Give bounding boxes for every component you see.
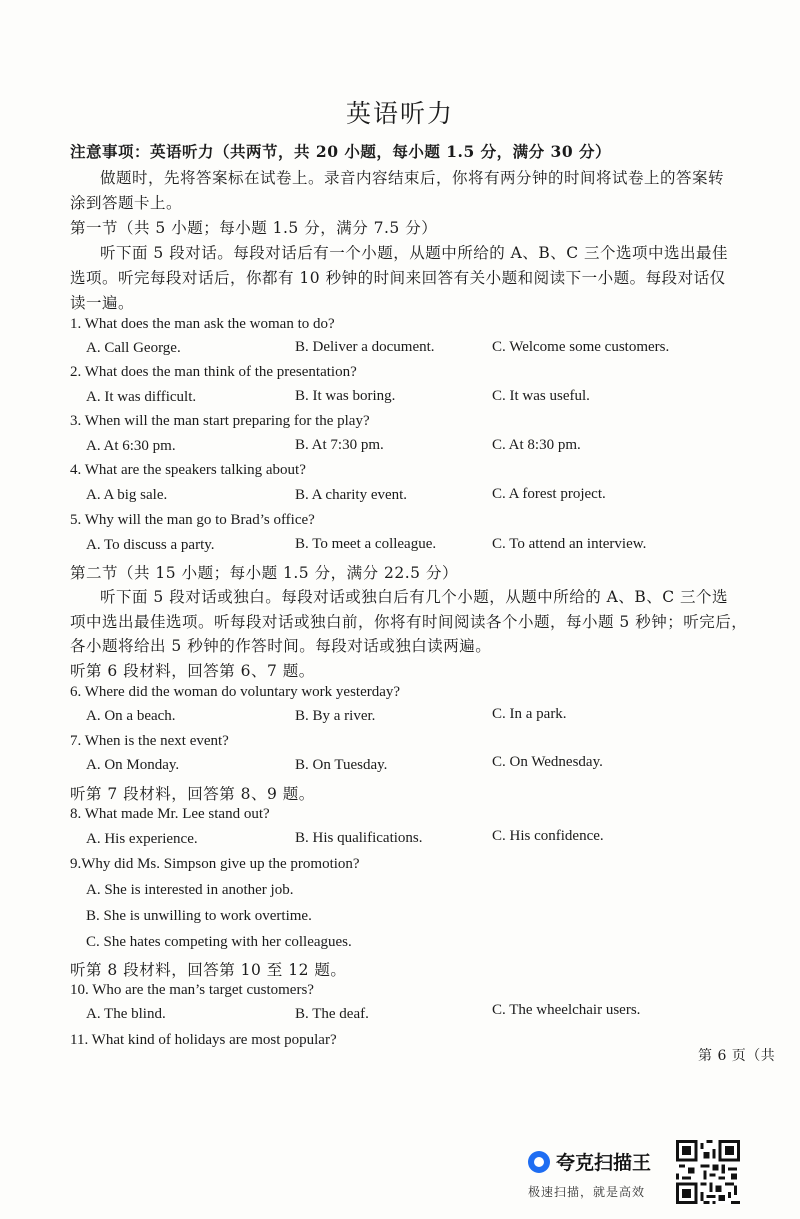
q2-option-a: A. It was difficult. [86, 389, 197, 405]
section2-heading: 第二节（共 15 小题；每小题 1.5 分，满分 22.5 分） [70, 564, 458, 582]
intro-line-2: 涂到答题卡上。 [70, 194, 183, 212]
qr-code-icon [676, 1140, 740, 1204]
q3-option-a: A. At 6:30 pm. [86, 438, 176, 454]
q1-option-a: A. Call George. [86, 340, 181, 356]
q6-option-b: B. By a river. [295, 708, 376, 724]
intro-line-1: 做题时，先将答案标在试卷上。录音内容结束后，你将有两分钟的时间将试卷上的答案转 [100, 169, 725, 187]
question-1: 1. What does the man ask the woman to do? [70, 316, 335, 332]
q8-option-b: B. His qualifications. [295, 830, 423, 846]
q7-option-b: B. On Tuesday. [295, 757, 388, 773]
part7-label: 听第 7 段材料，回答第 8、9 题。 [70, 785, 315, 803]
section1-instruction-2: 选项。听完每段对话后，你都有 10 秒钟的时间来回答有关小题和阅读下一小题。每段对话仅 [70, 269, 726, 287]
part8-label: 听第 8 段材料，回答第 10 至 12 题。 [70, 961, 347, 979]
q1-option-b: B. Deliver a document. [295, 339, 435, 355]
q5-option-c: C. To attend an interview. [492, 536, 647, 552]
question-8: 8. What made Mr. Lee stand out? [70, 806, 270, 822]
question-4: 4. What are the speakers talking about? [70, 462, 306, 478]
q10-option-b: B. The deaf. [295, 1006, 369, 1022]
q4-option-a: A. A big sale. [86, 487, 168, 503]
q6-option-c: C. In a park. [492, 706, 567, 722]
q6-option-a: A. On a beach. [86, 708, 176, 724]
part6-label: 听第 6 段材料，回答第 6、7 题。 [70, 662, 315, 680]
question-6: 6. Where did the woman do voluntary work yesterday? [70, 684, 401, 700]
q1-option-c: C. Welcome some customers. [492, 339, 670, 355]
q7-option-c: C. On Wednesday. [492, 754, 603, 770]
scanner-slogan: 极速扫描，就是高效 [528, 1185, 646, 1199]
q2-option-c: C. It was useful. [492, 388, 590, 404]
question-10: 10. Who are the man’s target customers? [70, 982, 314, 998]
scanner-brand-name: 夸克扫描王 [556, 1152, 652, 1174]
section2-instruction-3: 各小题将给出 5 秒钟的作答时间。每段对话或独白读两遍。 [70, 637, 492, 655]
section2-instruction-2: 项中选出最佳选项。听每段对话或独白前，你将有时间阅读各个小题，每小题 5 秒钟；听完后， [70, 613, 748, 631]
q4-option-b: B. A charity event. [295, 487, 408, 503]
page-number: 第 6 页（共 [698, 1048, 776, 1064]
q5-option-b: B. To meet a colleague. [295, 536, 437, 552]
notice-text: 英语听力（共两节，共 20 小题，每小题 1.5 分，满分 30 分） [150, 142, 612, 161]
question-3: 3. When will the man start preparing for the play? [70, 413, 370, 429]
q7-option-a: A. On Monday. [86, 757, 180, 773]
question-7: 7. When is the next event? [70, 733, 229, 749]
scanner-watermark [528, 1148, 668, 1208]
q8-option-c: C. His confidence. [492, 828, 604, 844]
question-5: 5. Why will the man go to Brad’s office? [70, 512, 315, 528]
section1-heading: 第一节（共 5 小题；每小题 1.5 分，满分 7.5 分） [70, 219, 438, 237]
section2-instruction-1: 听下面 5 段对话或独白。每段对话或独白后有几个小题，从题中所给的 A、B、C 三个选 [100, 588, 729, 606]
page-title: 英语听力 [345, 99, 454, 128]
question-11: 11. What kind of holidays are most popular? [70, 1032, 337, 1048]
q5-option-a: A. To discuss a party. [86, 537, 215, 553]
q4-option-c: C. A forest project. [492, 486, 606, 502]
q8-option-a: A. His experience. [86, 831, 198, 847]
q9-option-b: B. She is unwilling to work overtime. [86, 908, 312, 924]
q3-option-b: B. At 7:30 pm. [295, 437, 384, 453]
q10-option-c: C. The wheelchair users. [492, 1002, 641, 1018]
section1-instruction-1: 听下面 5 段对话。每段对话后有一个小题，从题中所给的 A、B、C 三个选项中选出最佳 [100, 244, 729, 262]
q9-option-a: A. She is interested in another job. [86, 882, 294, 898]
notice-label: 注意事项： [70, 142, 151, 161]
q2-option-b: B. It was boring. [295, 388, 396, 404]
q9-option-c: C. She hates competing with her colleagues. [86, 934, 352, 950]
q10-option-a: A. The blind. [86, 1006, 166, 1022]
scanner-logo-icon [528, 1151, 550, 1173]
question-9: 9.Why did Ms. Simpson give up the promotion? [70, 856, 360, 872]
notice-line [70, 140, 611, 162]
question-2: 2. What does the man think of the presentation? [70, 364, 357, 380]
q3-option-c: C. At 8:30 pm. [492, 437, 581, 453]
section1-instruction-3: 读一遍。 [70, 294, 135, 312]
